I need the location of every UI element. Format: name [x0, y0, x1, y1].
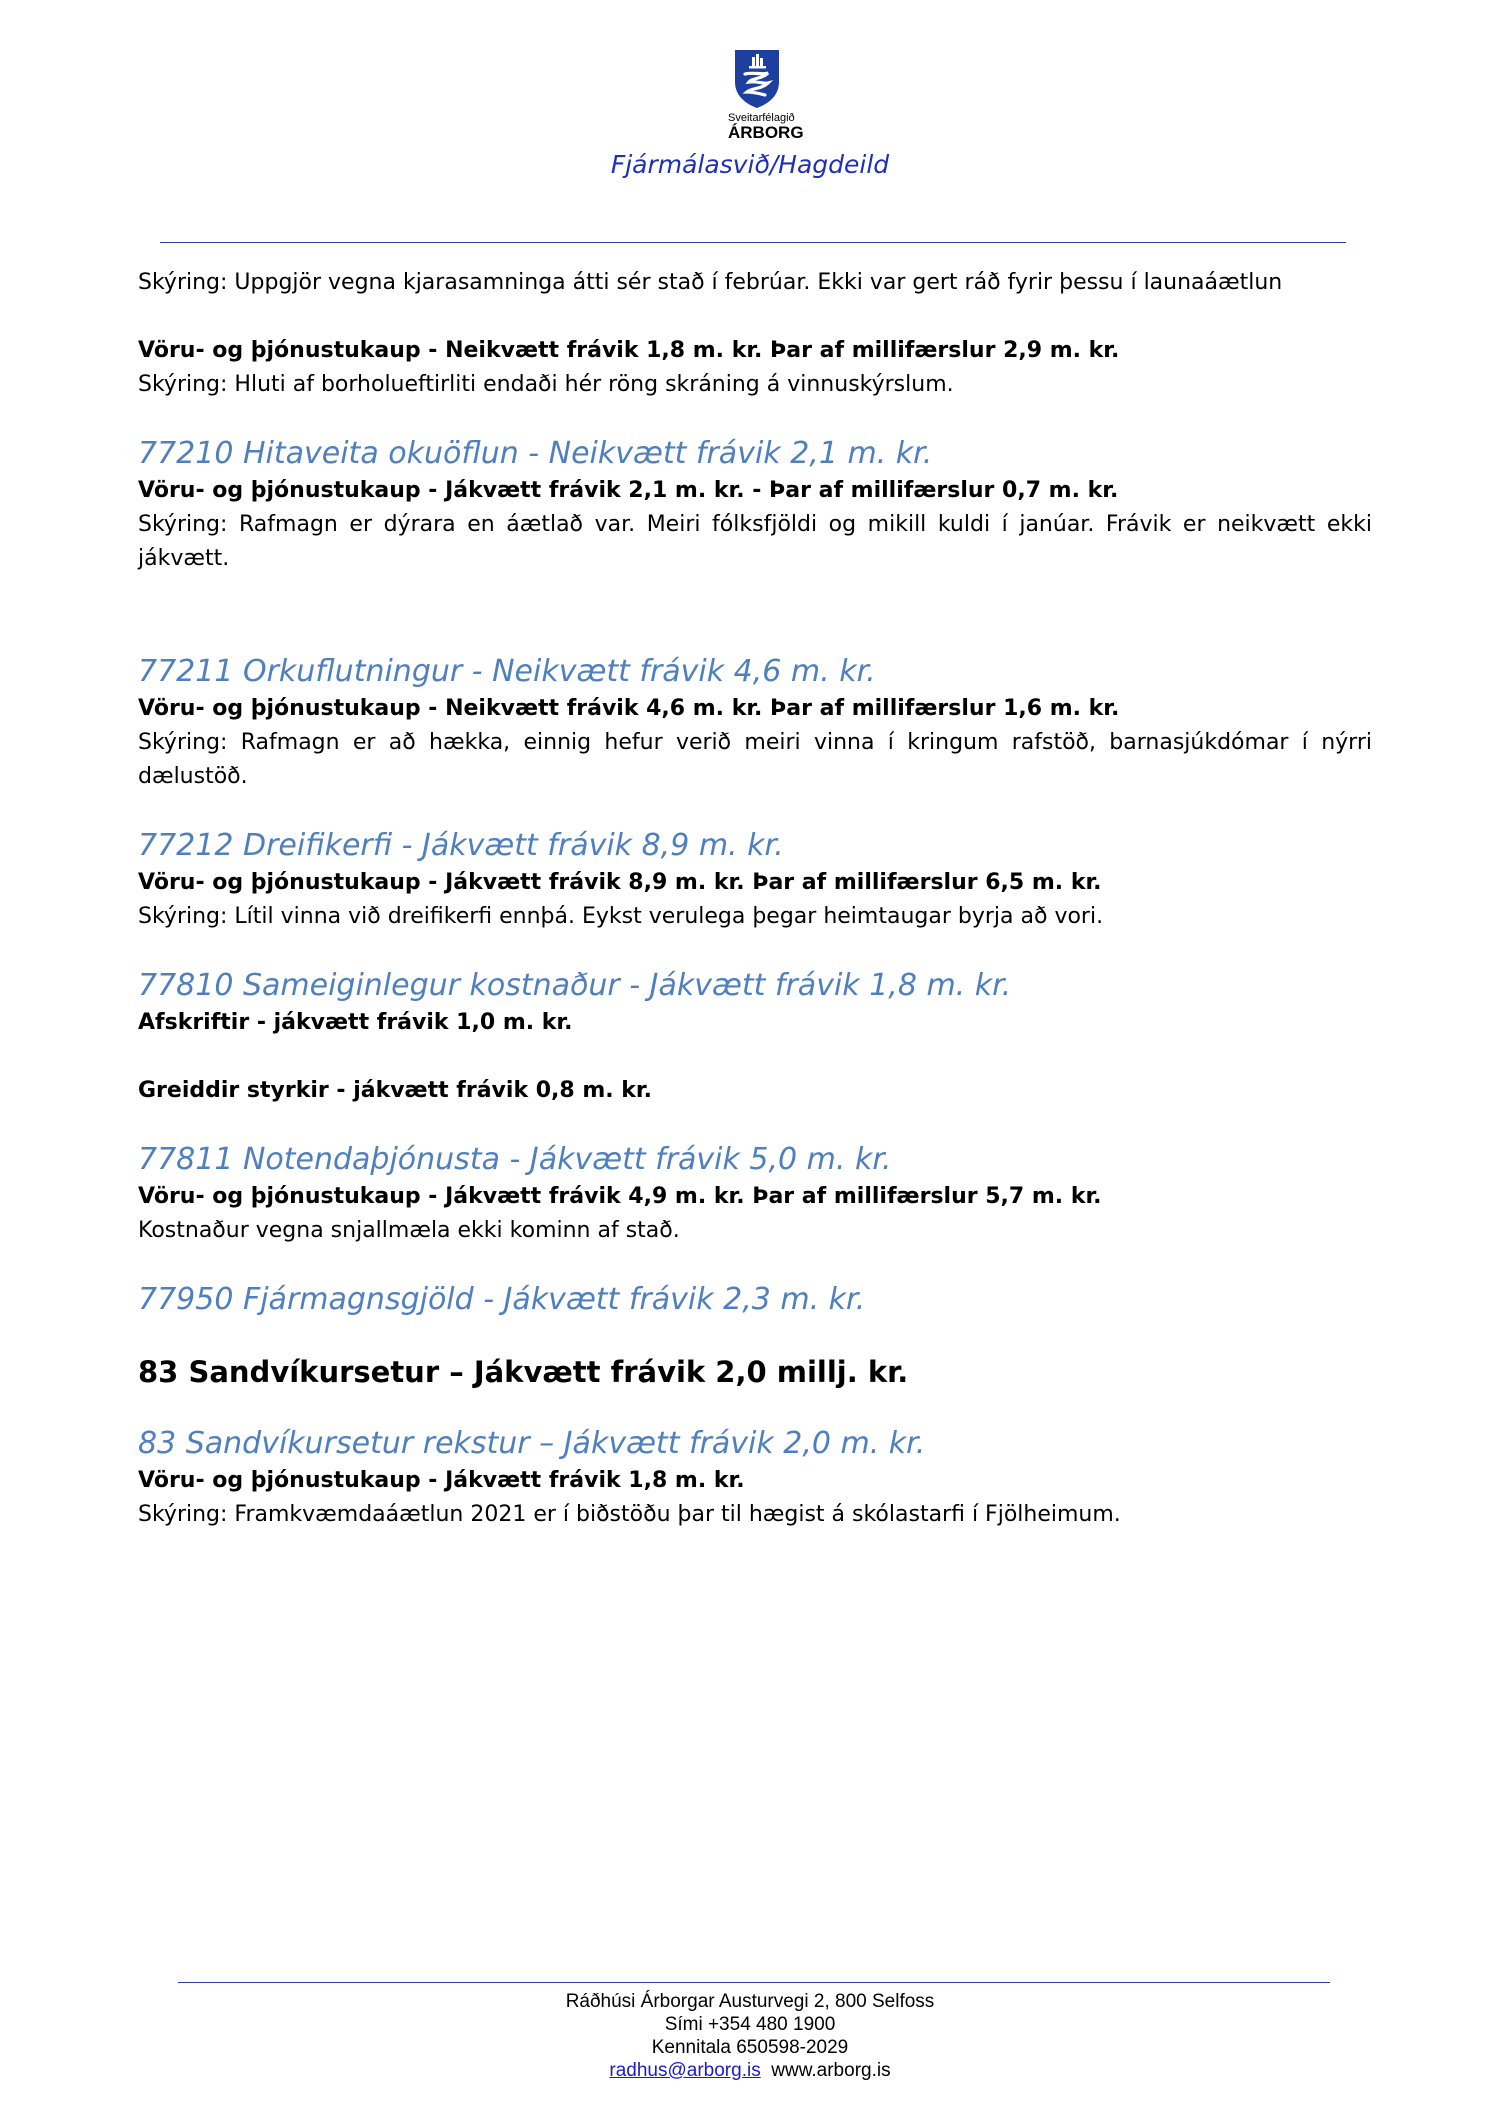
logo-text-top: Sveitarfélagið — [728, 112, 795, 124]
arborg-logo — [728, 48, 804, 142]
footer-phone: Sími +354 480 1900 — [664, 2014, 836, 2035]
goods-services-line: Vöru- og þjónustukaup - Jákvætt frávik 2,1 m. kr. - Þar af millifærslur 0,7 m. kr. — [138, 478, 1119, 503]
footer-divider — [178, 1982, 1330, 1983]
section-heading-77211: 77211 Orkuflutningur - Neikvætt frávik 4,6 m. kr. — [138, 654, 876, 689]
website-text: www.arborg.is — [771, 2060, 891, 2081]
section-heading-77810: 77810 Sameiginlegur kostnaður - Jákvætt frávik 1,8 m. kr. — [138, 968, 1012, 1003]
explanation-line: Skýring: Lítil vinna við dreifikerfi ennþá. Eykst verulega þegar heimtaugar byrja að vori. — [138, 904, 1104, 929]
goods-services-line: Vöru- og þjónustukaup - Neikvætt frávik 1,8 m. kr. Þar af millifærslur 2,9 m. kr. — [138, 338, 1120, 363]
goods-services-line: Vöru- og þjónustukaup - Jákvætt frávik 1,8 m. kr. — [138, 1468, 745, 1493]
intro-explanation: Skýring: Uppgjör vegna kjarasamninga átti sér stað í febrúar. Ekki var gert ráð fyrir þessu í launaáætlun — [138, 270, 1283, 295]
logo-text-name: ÁRBORG — [728, 123, 804, 142]
section-heading-77212: 77212 Dreifikerfi - Jákvætt frávik 8,9 m. kr. — [138, 828, 784, 863]
footer-contact — [0, 2059, 1500, 2082]
section-heading-77811: 77811 Notendaþjónusta - Jákvætt frávik 5,0 m. kr. — [138, 1142, 892, 1177]
goods-services-line: Vöru- og þjónustukaup - Jákvætt frávik 8,9 m. kr. Þar af millifærslur 6,5 m. kr. — [138, 870, 1102, 895]
grants-line: Greiddir styrkir - jákvætt frávik 0,8 m. kr. — [138, 1078, 653, 1103]
explanation-line: Skýring: Framkvæmdaáætlun 2021 er í biðstöðu þar til hægist á skólastarfi í Fjölheimum. — [138, 1502, 1121, 1527]
explanation-line: Skýring: Rafmagn er að hækka, einnig hefur verið meiri vinna í kringum rafstöð, barnasjúkdómar í nýrri dælustöð. — [138, 730, 1372, 789]
footer — [0, 1990, 1500, 2082]
explanation-line: Skýring: Rafmagn er dýrara en áætlað var. Meiri fólksfjöldi og mikill kuldi í janúar. Frávik er neikvætt ekki jákvætt. — [138, 512, 1372, 571]
header-divider — [160, 242, 1346, 243]
section-heading-77950: 77950 Fjármagnsgjöld - Jákvætt frávik 2,3 m. kr. — [138, 1282, 866, 1317]
goods-services-line: Vöru- og þjónustukaup - Jákvætt frávik 4,9 m. kr. Þar af millifærslur 5,7 m. kr. — [138, 1184, 1102, 1209]
depreciation-line: Afskriftir - jákvætt frávik 1,0 m. kr. — [138, 1010, 573, 1035]
explanation-line: Skýring: Hluti af borholueftirliti endaði hér röng skráning á vinnuskýrslum. — [138, 372, 954, 397]
document-body — [138, 266, 1372, 1532]
section-heading-83: 83 Sandvíkursetur – Jákvætt frávik 2,0 millj. kr. — [138, 1355, 909, 1389]
coat-of-arms-icon — [732, 48, 782, 110]
section-heading-77210: 77210 Hitaveita okuöflun - Neikvætt frávik 2,1 m. kr. — [138, 436, 933, 471]
email-link[interactable]: radhus@arborg.is — [609, 2060, 761, 2081]
footer-kennitala: Kennitala 650598-2029 — [651, 2037, 849, 2058]
cost-line: Kostnaður vegna snjallmæla ekki kominn af stað. — [138, 1218, 680, 1243]
department-title: Fjármálasvið/Hagdeild — [610, 150, 890, 179]
goods-services-line: Vöru- og þjónustukaup - Neikvætt frávik 4,6 m. kr. Þar af millifærslur 1,6 m. kr. — [138, 696, 1120, 721]
section-heading-83-rekstur: 83 Sandvíkursetur rekstur – Jákvætt frávik 2,0 m. kr. — [138, 1426, 926, 1461]
footer-address: Ráðhúsi Árborgar Austurvegi 2, 800 Selfoss — [565, 1991, 935, 2012]
